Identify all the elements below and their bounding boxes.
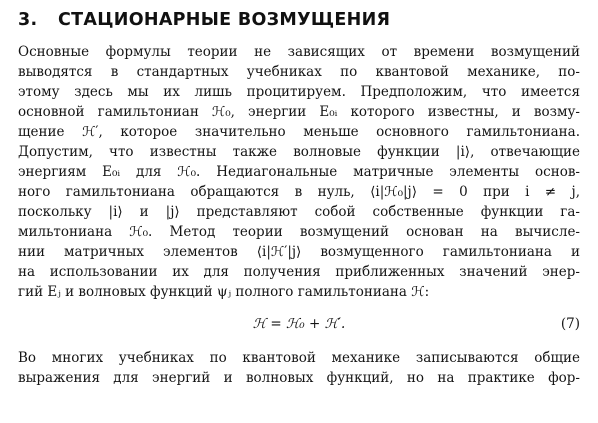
paragraph-line: на использовании их для получения приближенных значений энер- — [18, 264, 580, 280]
paragraph-line: мильтониана ℋ₀. Метод теории возмущений основан на вычисле- — [18, 224, 580, 240]
paragraph-line: Во многих учебниках по квантовой механике записываются общие — [18, 350, 580, 366]
paragraph-line: Допустим, что известны также волновые функции |i⟩, отвечающие — [18, 144, 580, 160]
paragraph-line: выражения для энергий и волновых функций, но на практике фор- — [18, 370, 580, 386]
equation-number: (7) — [560, 316, 580, 332]
paragraph-line: нии матричных элементов ⟨i|ℋ′|j⟩ возмущенного гамильтониана и — [18, 244, 580, 260]
paragraph-line: поскольку |i⟩ и |j⟩ представляют собой собственные функции га- — [18, 204, 580, 220]
paragraph-line: выводятся в стандартных учебниках по квантовой механике, по- — [18, 64, 580, 80]
display-equation: ℋ = ℋ₀ + ℋ′. — [252, 316, 346, 332]
paragraph-line: гий Eⱼ и волновых функций ψⱼ полного гамильтониана ℋ: — [18, 284, 430, 300]
section-heading — [18, 10, 390, 30]
section-title: СТАЦИОНАРНЫЕ ВОЗМУЩЕНИЯ — [58, 10, 391, 30]
paragraph-line: Основные формулы теории не зависящих от времени возмущений — [18, 44, 580, 60]
paragraph-line: щение ℋ′, которое значительно меньше основного гамильтониана. — [18, 124, 580, 140]
paragraph-line: основной гамильтониан ℋ₀, энергии E₀ᵢ которого известны, и возму- — [18, 104, 580, 120]
paragraph-line: этому здесь мы их лишь процитируем. Предположим, что имеется — [18, 84, 580, 100]
paragraph-line: энергиям E₀ᵢ для ℋ₀. Недиагональные матричные элементы основ- — [18, 164, 580, 180]
section-number: 3. — [18, 10, 38, 30]
paragraph-line: ного гамильтониана обращаются в нуль, ⟨i|ℋ₀|j⟩ = 0 при i ≠ j, — [18, 184, 580, 200]
